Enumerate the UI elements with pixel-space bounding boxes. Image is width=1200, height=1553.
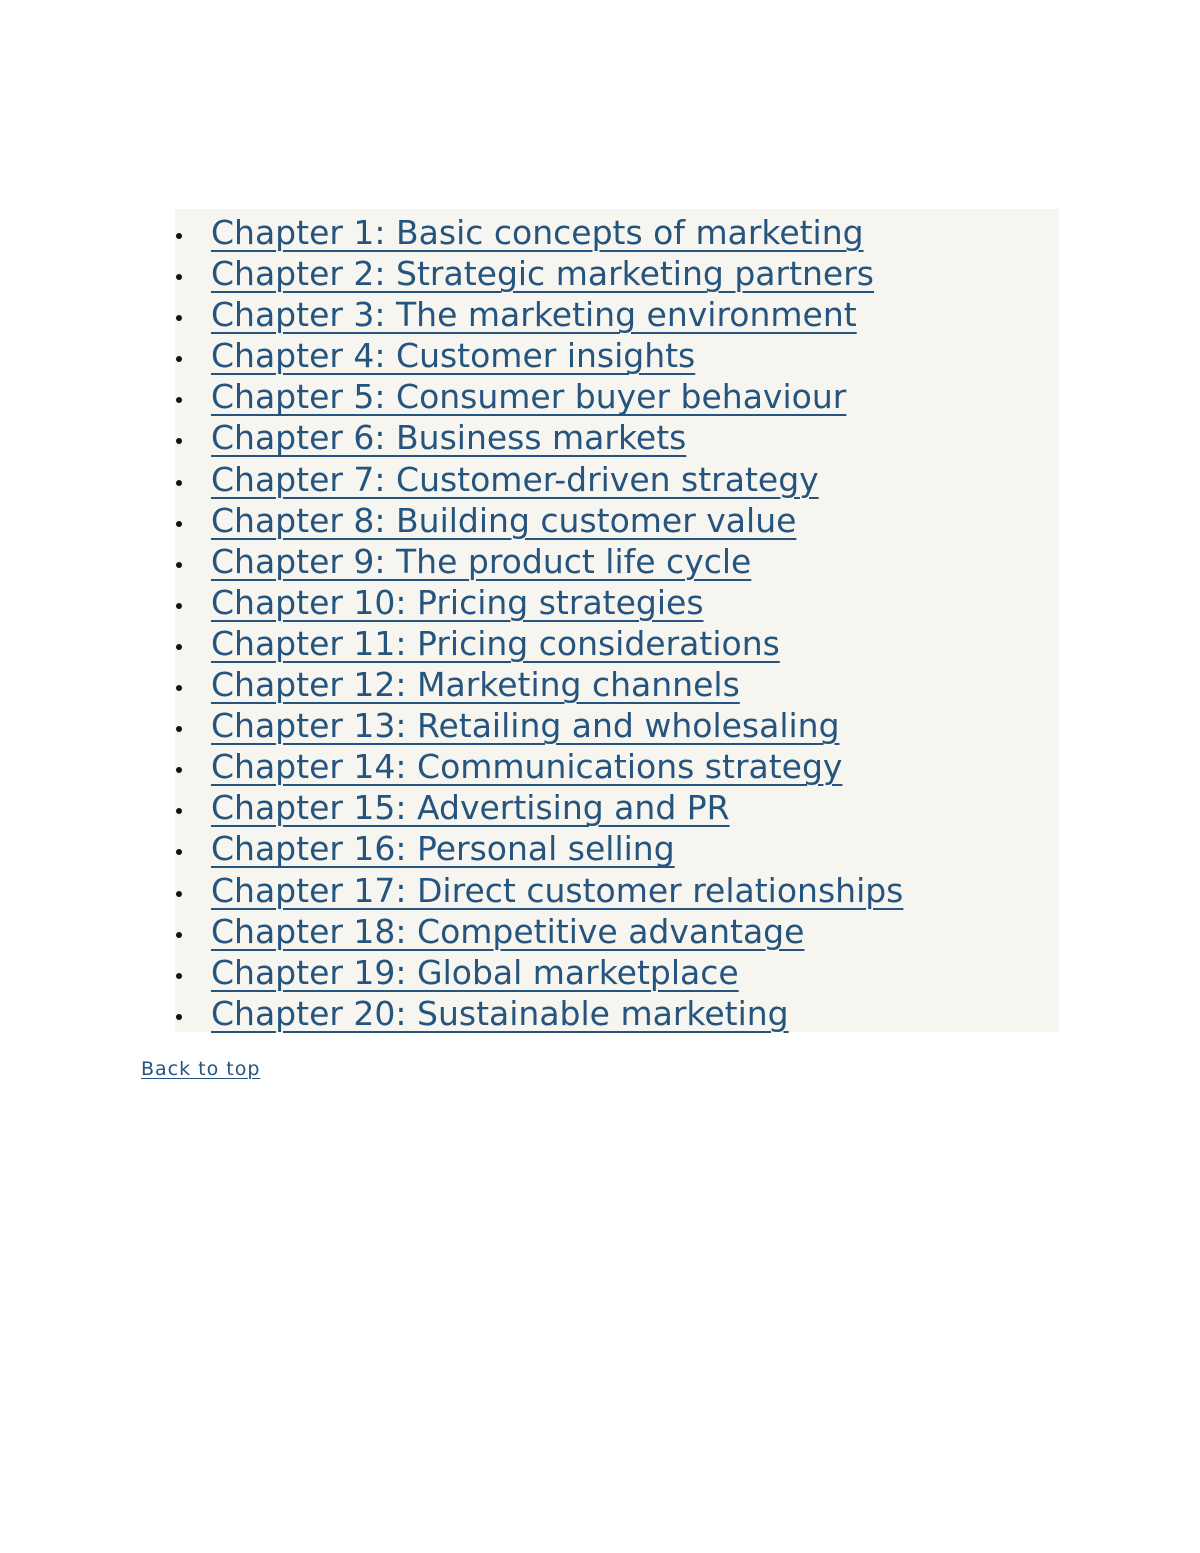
bullet-icon	[176, 521, 182, 527]
bullet-icon	[176, 233, 182, 239]
bullet-icon	[176, 808, 182, 814]
chapter-link-13[interactable]: Chapter 13: Retailing and wholesaling	[211, 706, 840, 746]
chapter-link-14[interactable]: Chapter 14: Communications strategy	[211, 747, 843, 787]
chapter-link-8[interactable]: Chapter 8: Building customer value	[211, 500, 797, 540]
chapter-link-2[interactable]: Chapter 2: Strategic marketing partners	[211, 254, 874, 294]
chapter-link-5[interactable]: Chapter 5: Consumer buyer behaviour	[211, 377, 847, 417]
chapter-link-4[interactable]: Chapter 4: Customer insights	[211, 336, 696, 376]
chapter-list-panel	[175, 209, 1059, 1032]
chapter-link-17[interactable]: Chapter 17: Direct customer relationships	[211, 870, 904, 910]
chapter-link-1[interactable]: Chapter 1: Basic concepts of marketing	[211, 213, 864, 252]
chapter-link-19[interactable]: Chapter 19: Global marketplace	[211, 952, 739, 992]
chapter-link-10[interactable]: Chapter 10: Pricing strategies	[211, 582, 704, 622]
bullet-icon	[176, 849, 182, 855]
bullet-icon	[176, 397, 182, 403]
bullet-icon	[176, 726, 182, 732]
bullet-icon	[176, 315, 182, 321]
chapter-link-7[interactable]: Chapter 7: Customer-driven strategy	[211, 459, 819, 499]
bullet-icon	[176, 356, 182, 362]
chapter-link-20[interactable]: Chapter 20: Sustainable marketing	[211, 993, 789, 1033]
chapter-link-12[interactable]: Chapter 12: Marketing channels	[211, 665, 740, 705]
bullet-icon	[176, 1014, 182, 1020]
chapter-link-15[interactable]: Chapter 15: Advertising and PR	[211, 788, 730, 828]
bullet-icon	[176, 644, 182, 650]
bullet-icon	[176, 562, 182, 568]
chapter-link-9[interactable]: Chapter 9: The product life cycle	[211, 541, 752, 581]
bullet-icon	[176, 767, 182, 773]
bullet-icon	[176, 973, 182, 979]
bullet-icon	[176, 932, 182, 938]
chapter-link-18[interactable]: Chapter 18: Competitive advantage	[211, 911, 805, 951]
bullet-icon	[176, 438, 182, 444]
bullet-icon	[176, 891, 182, 897]
bullet-icon	[176, 685, 182, 691]
bullet-icon	[176, 274, 182, 280]
chapter-link-16[interactable]: Chapter 16: Personal selling	[211, 829, 675, 869]
back-to-top-link[interactable]: Back to top	[141, 1058, 261, 1080]
bullet-icon	[176, 480, 182, 486]
chapter-link-3[interactable]: Chapter 3: The marketing environment	[211, 295, 857, 335]
bullet-icon	[176, 603, 182, 609]
chapter-link-6[interactable]: Chapter 6: Business markets	[211, 418, 687, 458]
chapter-link-11[interactable]: Chapter 11: Pricing considerations	[211, 623, 780, 663]
